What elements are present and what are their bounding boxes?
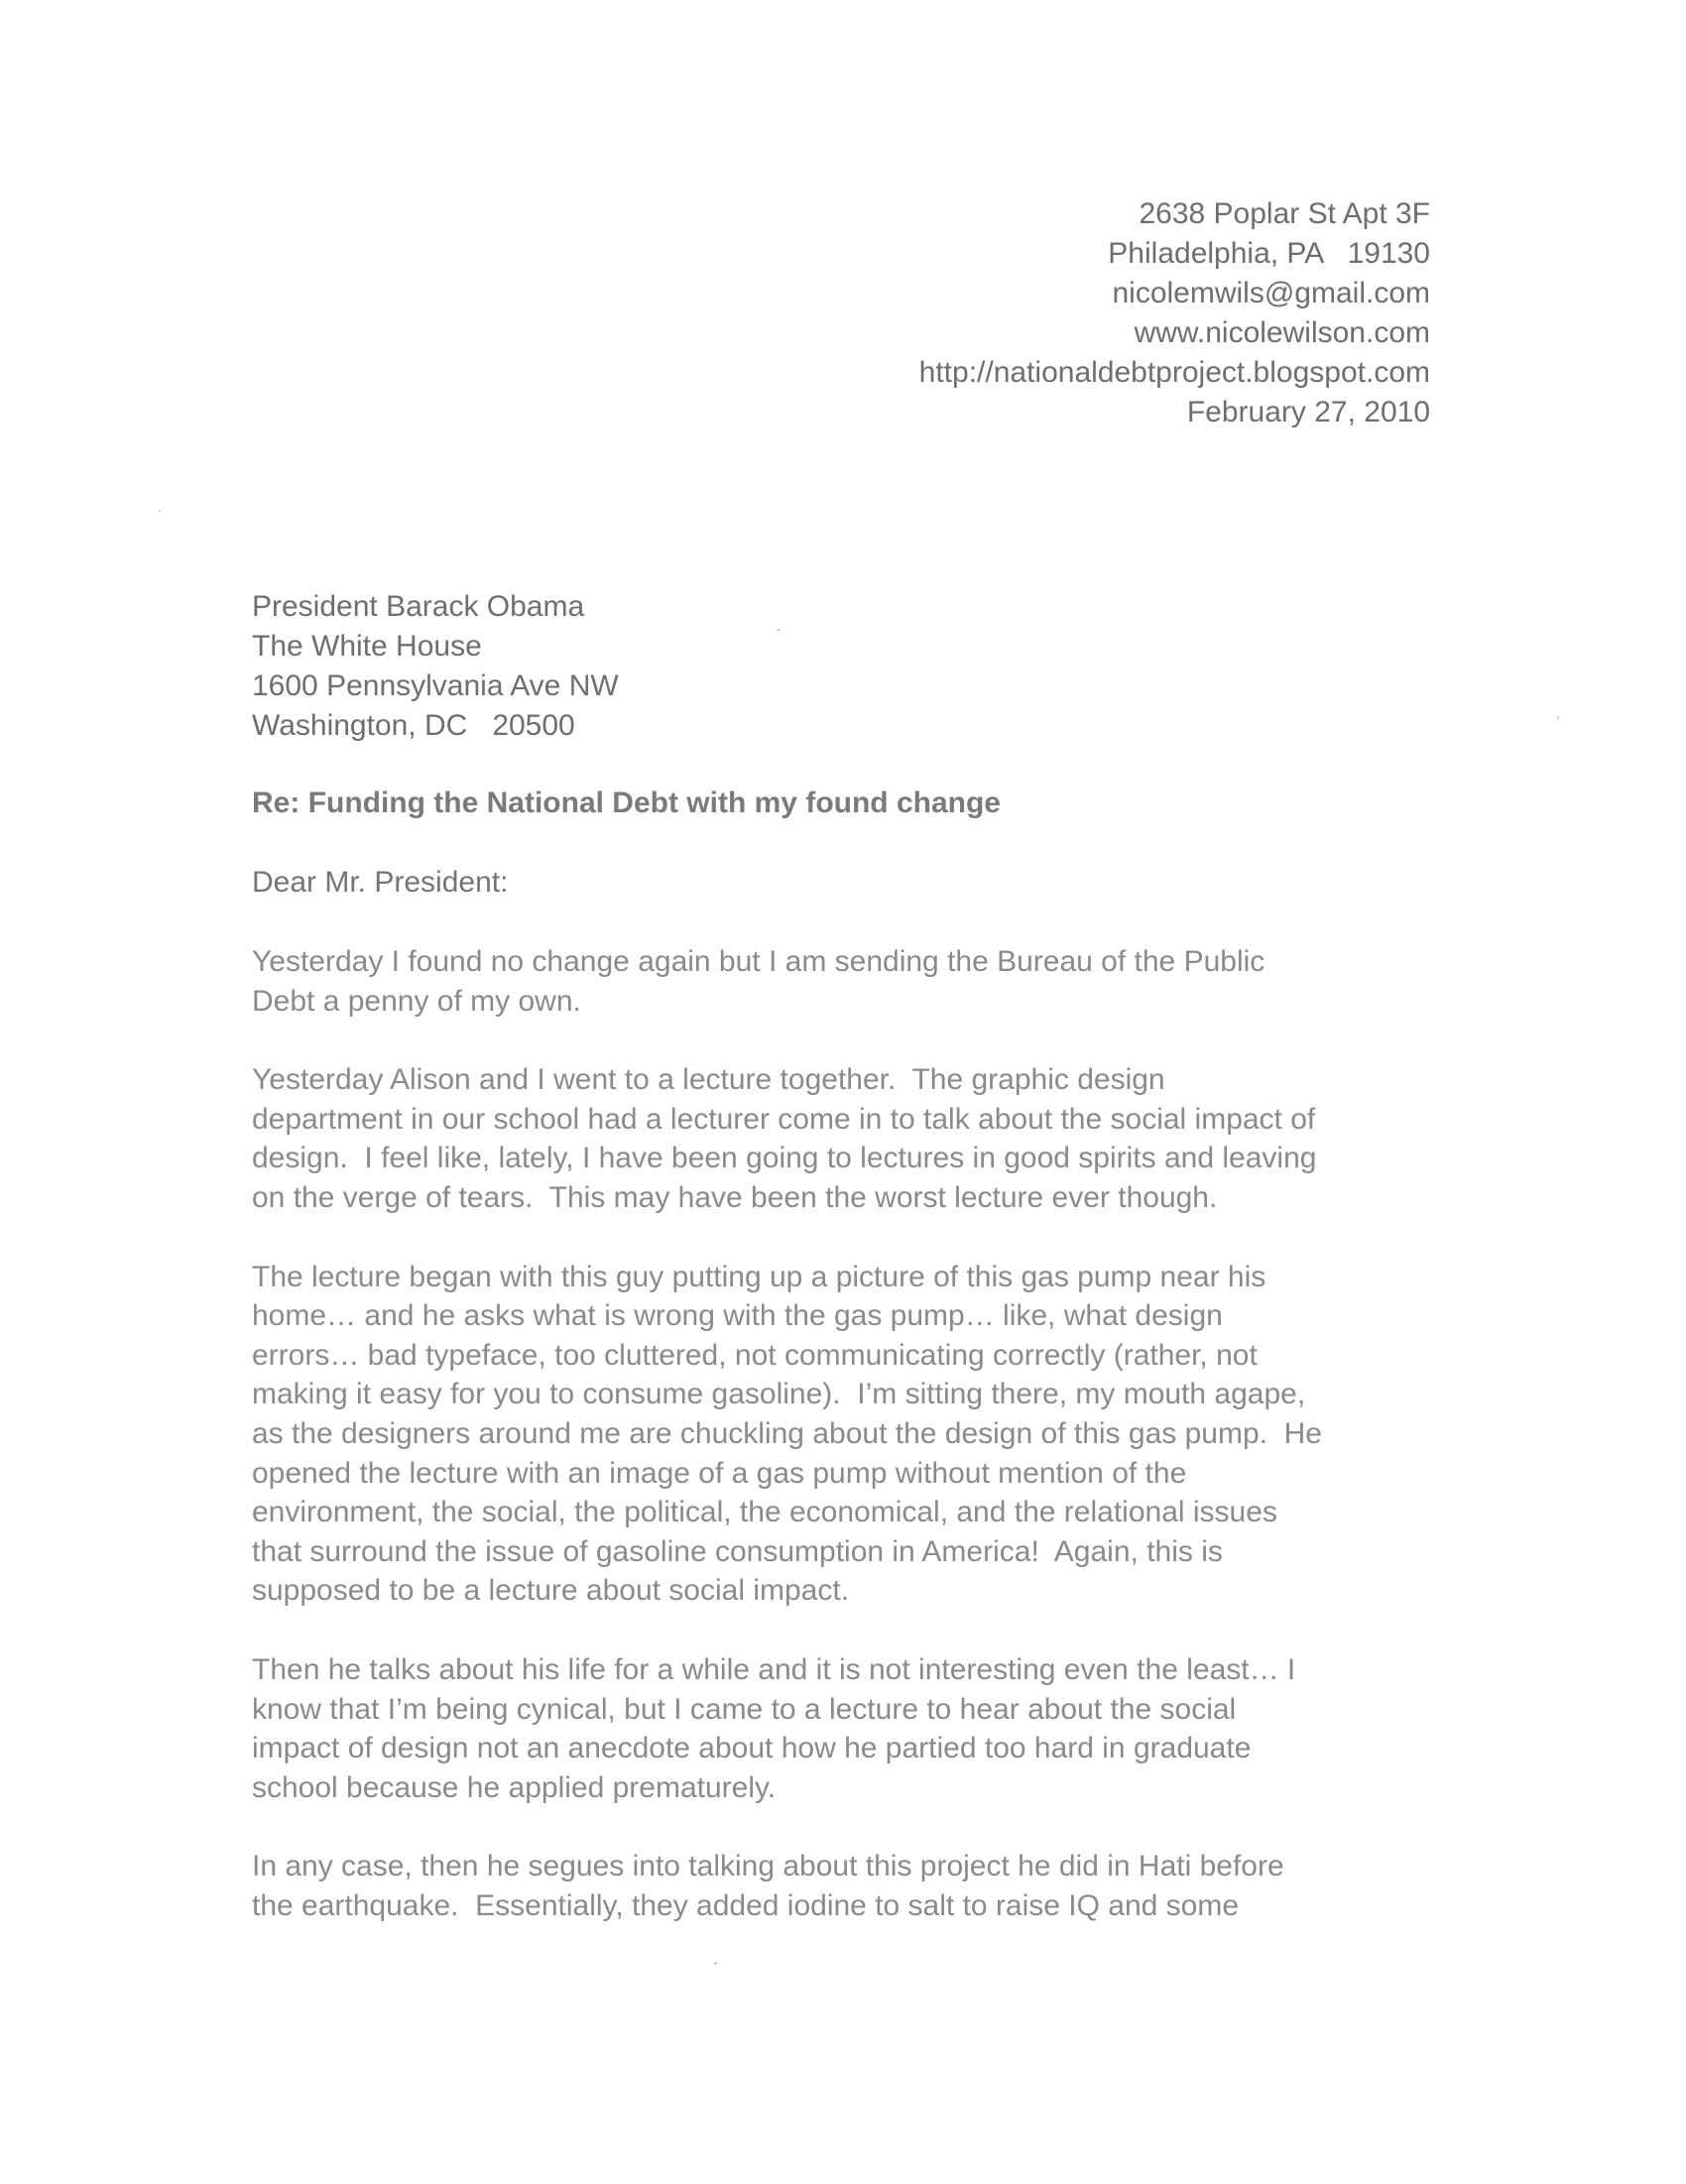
- sender-block: [919, 194, 1430, 432]
- body-line: Yesterday I found no change again but I am sending the Bureau of the Public: [252, 945, 1265, 978]
- body-line: as the designers around me are chuckling about the design of this gas pump. He: [252, 1416, 1322, 1450]
- body-line: know that I’m being cynical, but I came to a lecture to hear about the social: [252, 1692, 1237, 1726]
- scan-speck: [714, 1962, 717, 1965]
- recipient-name: President Barack Obama: [252, 590, 585, 623]
- body-line: department in our school had a lecturer come in to talk about the social impact of: [252, 1102, 1316, 1136]
- sender-blog: http://nationaldebtproject.blogspot.com: [918, 356, 1430, 389]
- body-line: school because he applied prematurely.: [252, 1770, 777, 1804]
- body-line: making it easy for you to consume gasoline). I’m sitting there, my mouth agape,: [252, 1378, 1306, 1411]
- body-line: Debt a penny of my own.: [252, 984, 581, 1018]
- body-line: home… and he asks what is wrong with the gas pump… like, what design: [252, 1299, 1223, 1333]
- scan-speck: [777, 629, 781, 631]
- body-line: Then he talks about his life for a while and it is not interesting even the least… I: [252, 1652, 1296, 1686]
- scan-speck: [159, 510, 161, 512]
- subject-line: Re: Funding the National Debt with my found change: [252, 787, 1001, 819]
- body-line: impact of design not an anecdote about how he partied too hard in graduate: [252, 1732, 1252, 1765]
- body-line: The lecture began with this guy putting up a picture of this gas pump near his: [252, 1260, 1266, 1293]
- body-line: environment, the social, the political, the economical, and the relational issues: [252, 1496, 1277, 1529]
- body-paragraph: [252, 1060, 1482, 1217]
- body-line: that surround the issue of gasoline consumption in America! Again, this is: [252, 1534, 1223, 1568]
- letter-body: [252, 942, 1482, 1965]
- sender-email: nicolemwils@gmail.com: [1112, 277, 1430, 309]
- sender-address-line2: Philadelphia, PA 19130: [1108, 237, 1430, 270]
- body-paragraph: [252, 1650, 1482, 1807]
- recipient-city: Washington, DC 20500: [252, 709, 575, 742]
- recipient-street: 1600 Pennsylvania Ave NW: [252, 669, 619, 702]
- body-paragraph: [252, 1258, 1482, 1611]
- body-line: design. I feel like, lately, I have been going to lectures in good spirits and leaving: [252, 1142, 1317, 1175]
- body-paragraph: [252, 1847, 1482, 1925]
- body-paragraph: [252, 942, 1482, 1021]
- scan-speck: [1557, 716, 1559, 719]
- body-line: errors… bad typeface, too cluttered, not communicating correctly (rather, not: [252, 1338, 1258, 1372]
- body-line: on the verge of tears. This may have been the worst lecture ever though.: [252, 1180, 1218, 1214]
- body-line: opened the lecture with an image of a gas pump without mention of the: [252, 1456, 1187, 1490]
- body-line: supposed to be a lecture about social impact.: [252, 1574, 850, 1608]
- body-line: the earthquake. Essentially, they added iodine to salt to raise IQ and some: [252, 1888, 1240, 1922]
- salutation: Dear Mr. President:: [252, 866, 509, 899]
- recipient-block: [252, 587, 619, 746]
- recipient-organization: The White House: [252, 630, 482, 663]
- body-line: In any case, then he segues into talking about this project he did in Hati before: [252, 1850, 1284, 1883]
- sender-address-line1: 2638 Poplar St Apt 3F: [1139, 197, 1430, 230]
- body-line: Yesterday Alison and I went to a lecture together. The graphic design: [252, 1063, 1165, 1097]
- letter-date: February 27, 2010: [1186, 396, 1430, 428]
- sender-website: www.nicolewilson.com: [1134, 316, 1430, 349]
